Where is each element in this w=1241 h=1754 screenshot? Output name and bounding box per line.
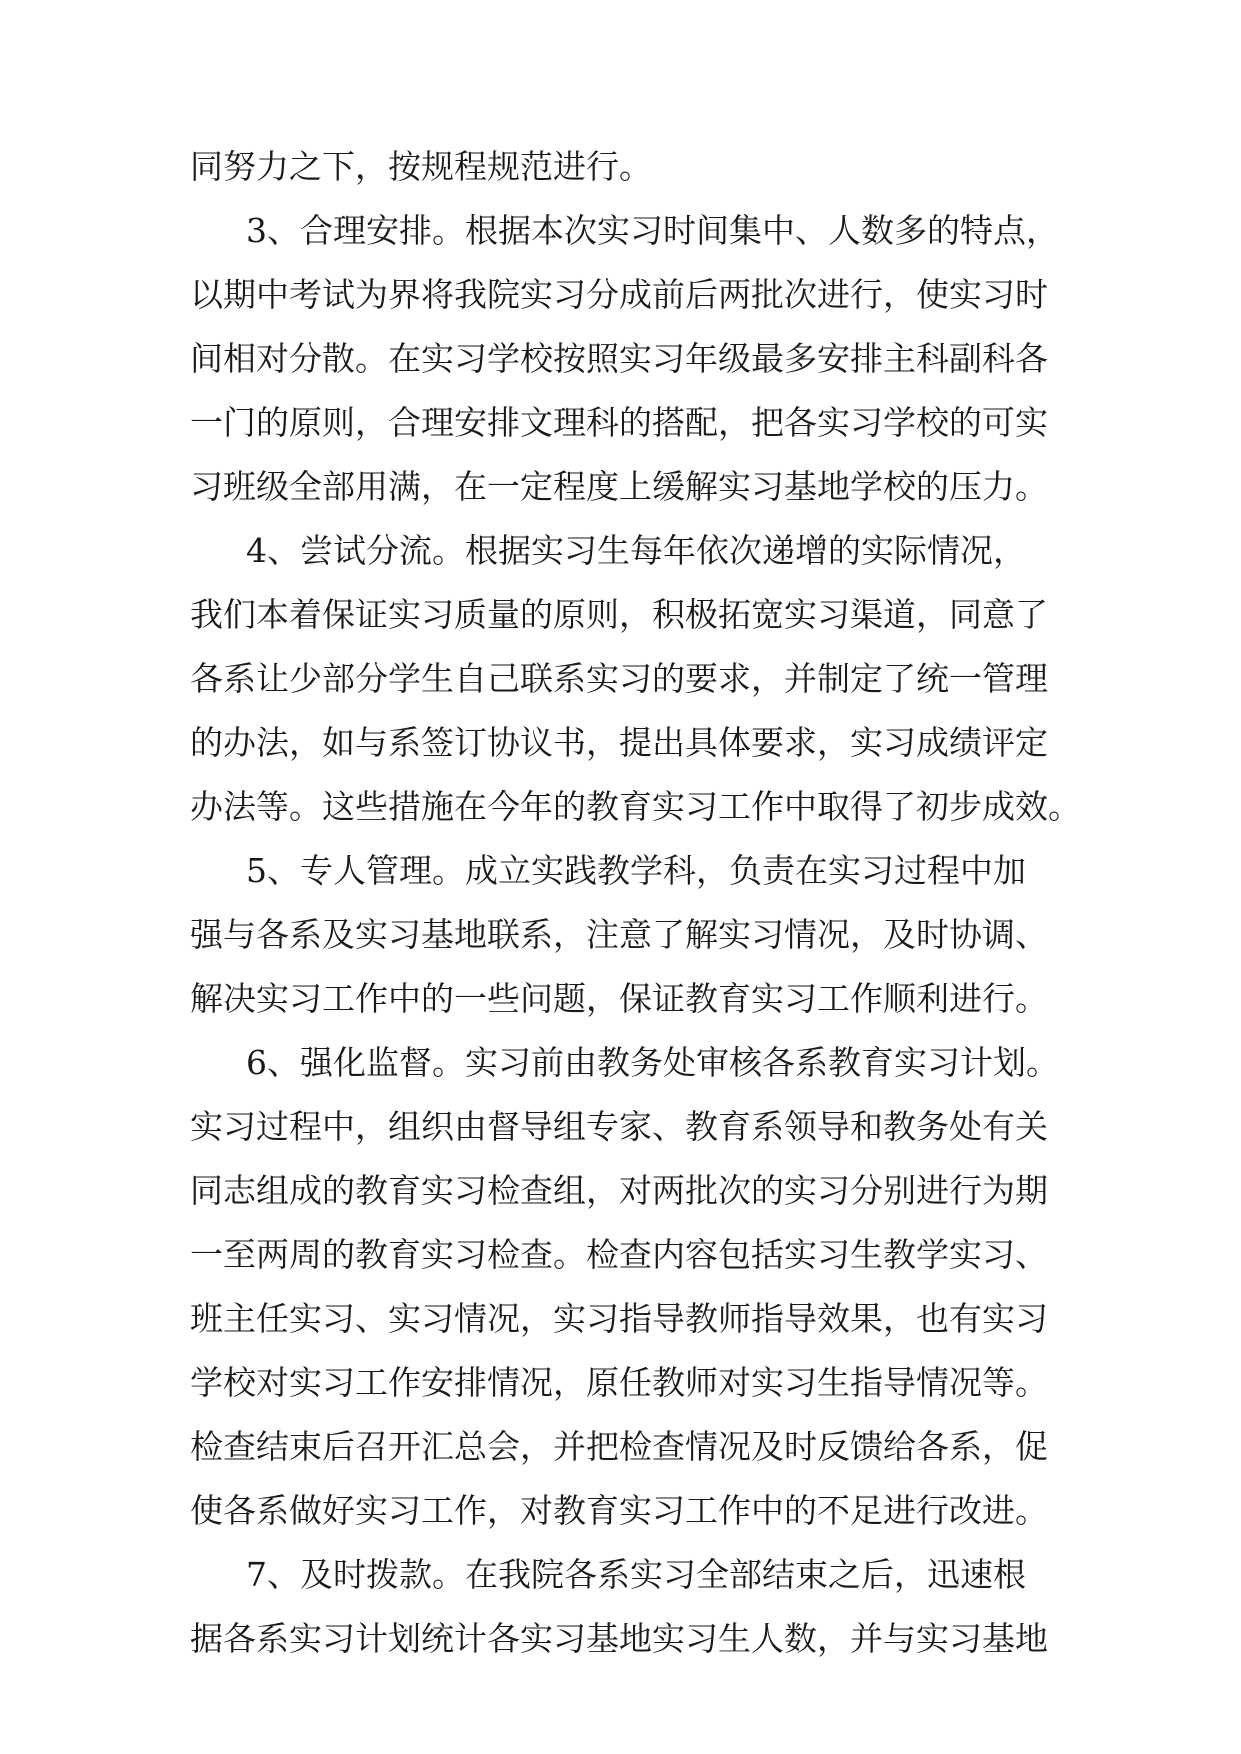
text-line: 各系让少部分学生自己联系实习的要求，并制定了统一管理 — [190, 659, 1048, 698]
text-line: 据各系实习计划统计各实习基地实习生人数，并与实习基地 — [190, 1619, 1048, 1658]
text-line: 一门的原则，合理安排文理科的搭配，把各实习学校的可实 — [190, 403, 1048, 442]
text-line: 的办法，如与系签订协议书，提出具体要求，实习成绩评定 — [190, 723, 1048, 762]
text-line: 学校对实习工作安排情况，原任教师对实习生指导情况等。 — [190, 1363, 1048, 1402]
text-line: 一至两周的教育实习检查。检查内容包括实习生教学实习、 — [190, 1235, 1048, 1274]
text-line: 实习过程中，组织由督导组专家、教育系领导和教务处有关 — [190, 1107, 1048, 1146]
paragraph-4-first-line: 4、尝试分流。根据实习生每年依次递增的实际情况， — [246, 531, 1026, 570]
text-line: 强与各系及实习基地联系，注意了解实习情况，及时协调、 — [190, 915, 1048, 954]
text-line: 习班级全部用满，在一定程度上缓解实习基地学校的压力。 — [190, 467, 1048, 506]
paragraph-5-first-line: 5、专人管理。成立实践教学科，负责在实习过程中加 — [246, 851, 1026, 890]
text-line: 解决实习工作中的一些问题，保证教育实习工作顺利进行。 — [190, 979, 1048, 1018]
text-line: 同志组成的教育实习检查组，对两批次的实习分别进行为期 — [190, 1171, 1048, 1210]
paragraph-3-first-line: 3、合理安排。根据本次实习时间集中、人数多的特点， — [246, 211, 1059, 250]
paragraph-6-first-line: 6、强化监督。实习前由教务处审核各系教育实习计划。 — [246, 1043, 1059, 1082]
text-line: 以期中考试为界将我院实习分成前后两批次进行，使实习时 — [190, 275, 1048, 314]
text-line: 办法等。这些措施在今年的教育实习工作中取得了初步成效。 — [190, 787, 1081, 826]
text-line: 我们本着保证实习质量的原则，积极拓宽实习渠道，同意了 — [190, 595, 1048, 634]
paragraph-7-first-line: 7、及时拨款。在我院各系实习全部结束之后，迅速根 — [246, 1555, 1026, 1594]
text-line: 检查结束后召开汇总会，并把检查情况及时反馈给各系，促 — [190, 1427, 1048, 1466]
text-line: 使各系做好实习工作，对教育实习工作中的不足进行改进。 — [190, 1491, 1048, 1530]
text-line: 同努力之下，按规程规范进行。 — [190, 147, 652, 186]
text-line: 间相对分散。在实习学校按照实习年级最多安排主科副科各 — [190, 339, 1048, 378]
document-body — [190, 135, 1081, 1671]
text-line: 班主任实习、实习情况，实习指导教师指导效果，也有实习 — [190, 1299, 1048, 1338]
